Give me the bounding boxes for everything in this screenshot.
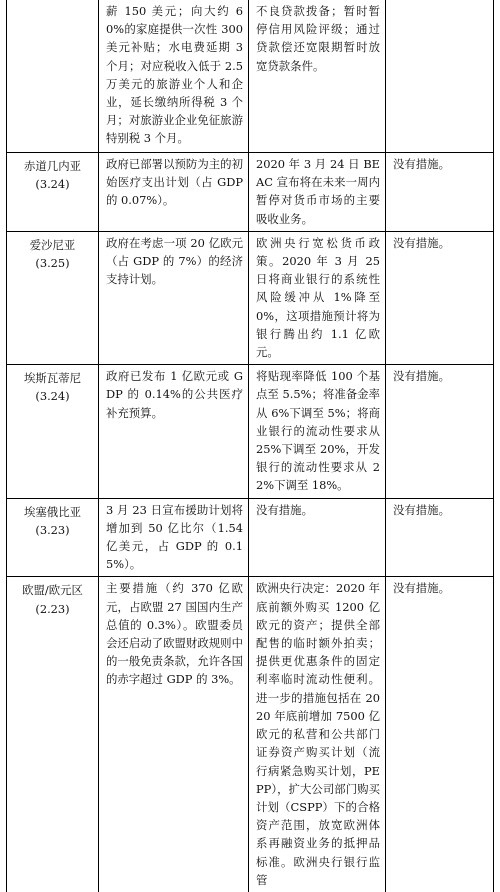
fx-cell [386,0,494,153]
monetary-cell: 不良贷款拨备；暂时暂停信用风险评级；通过贷款偿还宽限期暂时放宽贷款条件。 [249,0,386,153]
table-row [7,498,494,577]
fiscal-cell: 3 月 23 日宣布援助计划将增加到 50 亿比尔（1.54 亿美元，占 GDP 的 0.15%）。 [99,498,249,577]
table-row [7,153,494,232]
country-date: (3.25) [35,256,70,271]
fiscal-cell: 薪 150 美元；向大约 60%的家庭提供一次性 300 美元补贴；水电费延期 3 个月；对应税收入低于 2.5 万美元的旅游业个人和企业，延长缴纳所得税 3 个月；对旅游业企业免征旅游特别税 3 个月。 [99,0,249,153]
country-name: 埃塞俄比亚 [24,504,81,519]
country-name: 爱沙尼亚 [29,237,76,252]
country-cell [7,0,99,153]
monetary-cell: 欧洲央行决定：2020 年底前额外购买 1200 亿欧元的资产；提供全部配售的临时额外拍卖；提供更优惠条件的固定利率临时流动性便利。进一步的措施包括在 2020 年底前增加 7500 亿欧元的私营和公共部门证券资产购买计划（流行病紧急购买计划，PEPP），扩大公司部门购买计划（CSPP）下的合格资产范围，放宽欧洲体系再融资业务的抵押品标准。欧洲央行银行监管 [249,577,386,892]
country-date: (2.23) [35,601,70,616]
country-name: 赤道几内亚 [24,159,81,173]
country-date: (3.24) [35,177,70,192]
policy-table [6,0,494,892]
country-date: (3.23) [35,522,70,537]
country-cell [7,365,99,498]
fx-cell: 没有措施。 [386,498,494,577]
fiscal-cell: 政府已发布 1 亿欧元或 GDP 的 0.14%的公共医疗补充预算。 [99,365,249,498]
country-cell [7,231,99,364]
fiscal-cell: 政府已部署以预防为主的初始医疗支出计划（占 GDP 的 0.07%）。 [99,153,249,232]
table-row [7,365,494,498]
table-row [7,0,494,153]
country-cell [7,153,99,232]
fiscal-cell: 主要措施（约 370 亿欧元，占欧盟 27 国国内生产总值的 0.3%）。欧盟委员会还启动了欧盟财政规则中的一般免责条款，允许各国的赤字超过 GDP 的 3%。 [99,577,249,892]
fx-cell: 没有措施。 [386,231,494,364]
country-name: 埃斯瓦蒂尼 [24,371,81,386]
country-cell [7,577,99,892]
country-cell [7,498,99,577]
fx-cell: 没有措施。 [386,153,494,232]
table-row [7,231,494,364]
monetary-cell: 2020 年 3 月 24 日 BEAC 宣布将在未来一周内暂停对货币市场的主要吸收业务。 [249,153,386,232]
fx-cell: 没有措施。 [386,577,494,892]
monetary-cell: 将贴现率降低 100 个基点至 5.5%；将准备金率从 6%下调至 5%；将商业银行的流动性要求从 25%下调至 20%，开发银行的流动性要求从 22%下调至 18%。 [249,365,386,498]
country-name: 欧盟/欧元区 [22,583,83,598]
monetary-cell: 欧洲央行宽松货币政策。2020 年 3 月 25 日将商业银行的系统性风险缓冲从 1%降至 0%，这项措施预计将为银行腾出约 1.1 亿欧元。 [249,231,386,364]
country-date: (3.24) [35,389,70,404]
monetary-cell: 没有措施。 [249,498,386,577]
table-row [7,577,494,892]
fiscal-cell: 政府在考虑一项 20 亿欧元（占 GDP 的 7%）的经济支持计划。 [99,231,249,364]
fx-cell: 没有措施。 [386,365,494,498]
